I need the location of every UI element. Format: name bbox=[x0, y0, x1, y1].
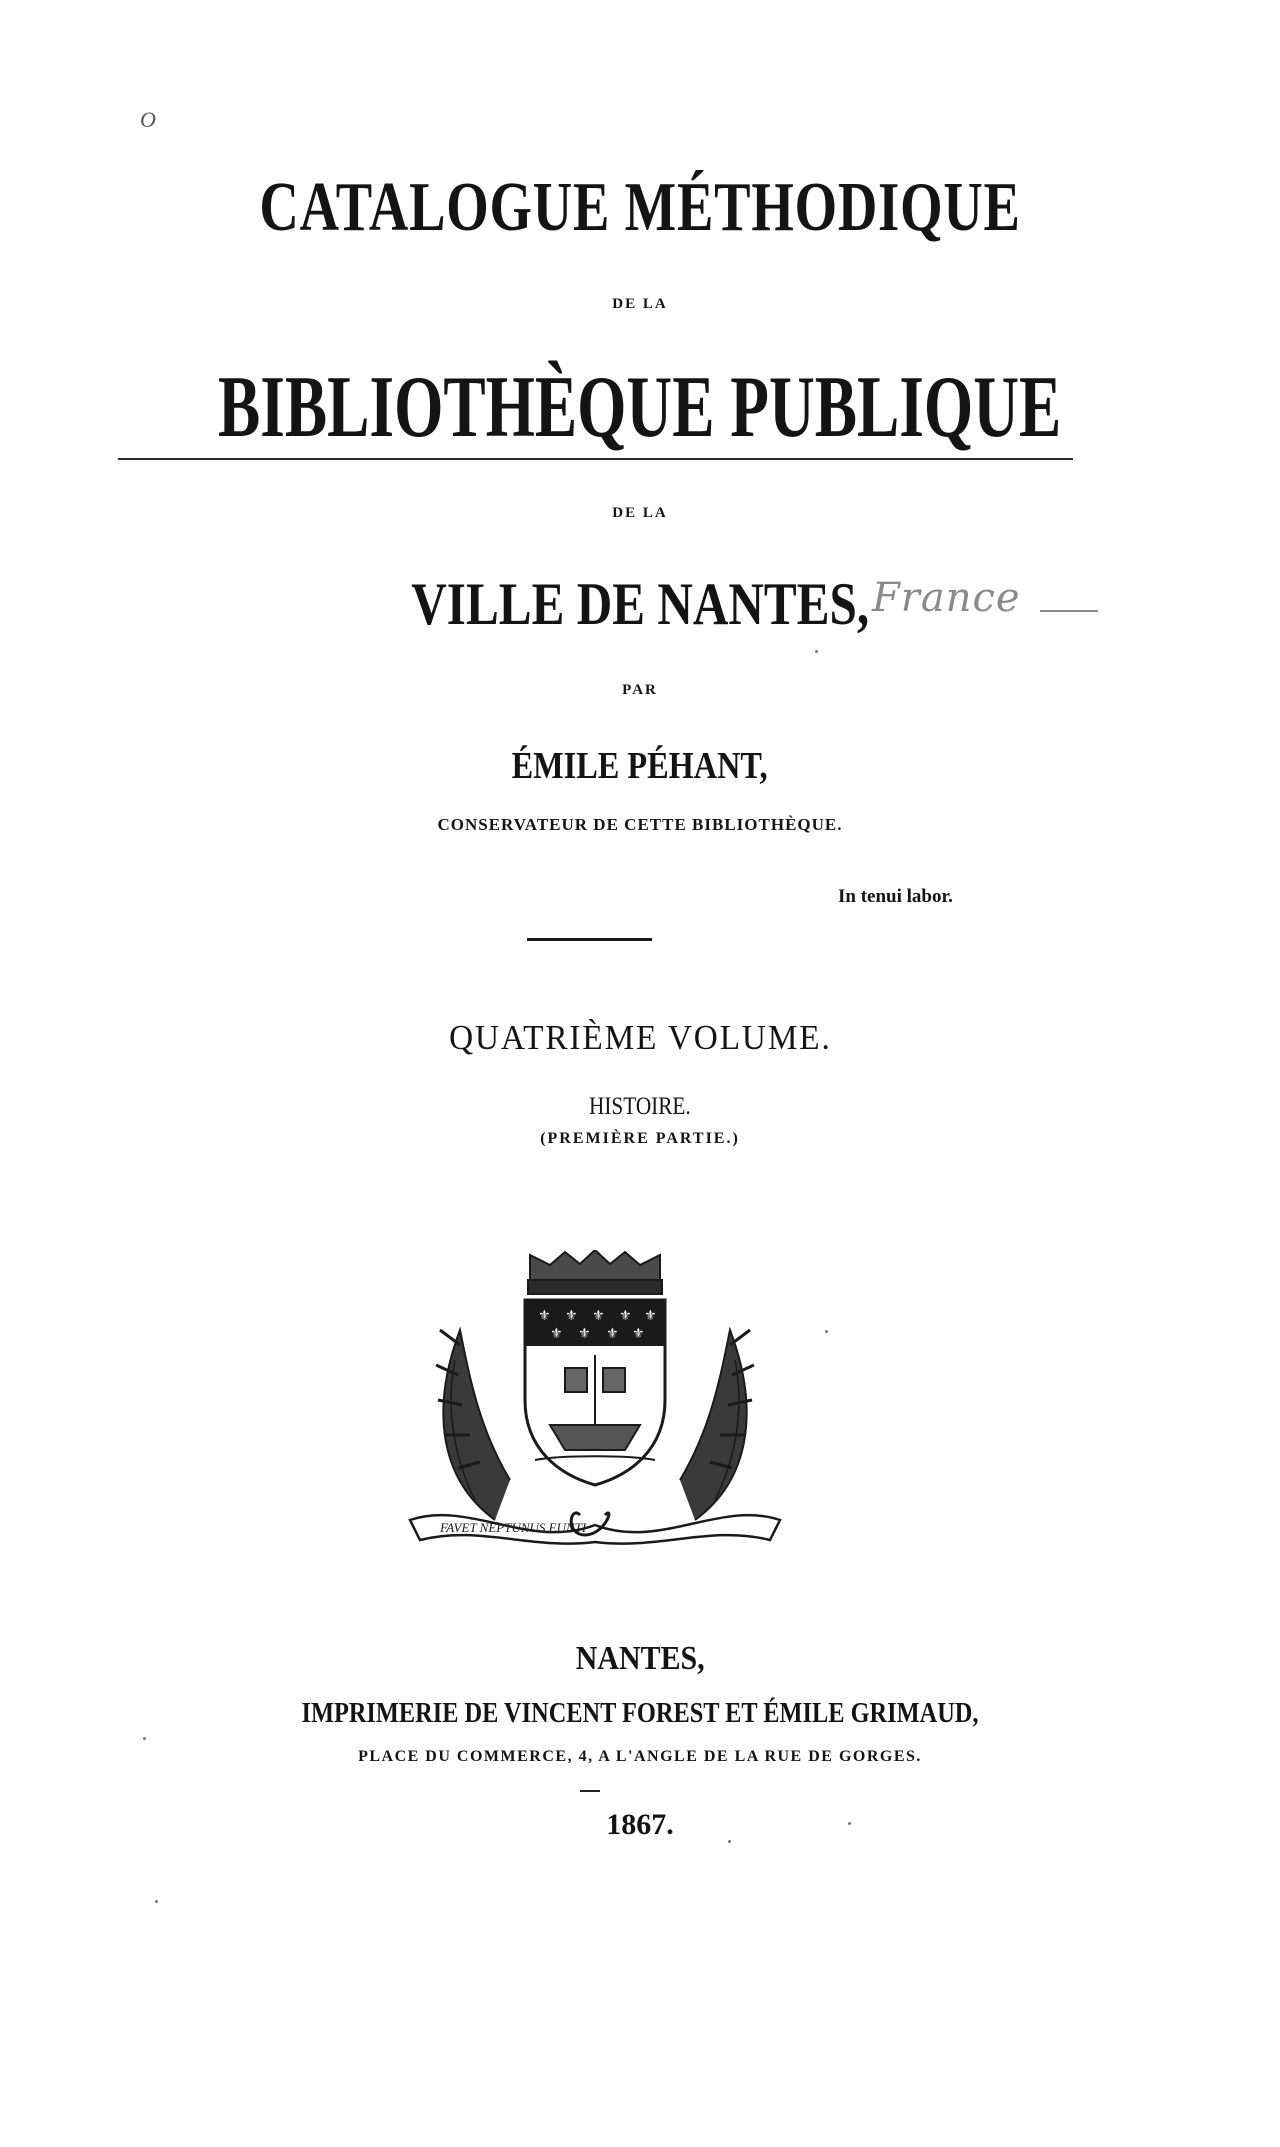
svg-text:⚜: ⚜ bbox=[538, 1308, 551, 1324]
ink-speck bbox=[155, 1900, 158, 1903]
byline-par: PAR bbox=[622, 682, 658, 698]
coat-of-arms-icon bbox=[400, 1250, 790, 1550]
svg-text:⚜: ⚜ bbox=[578, 1326, 591, 1342]
svg-text:⚜: ⚜ bbox=[632, 1326, 645, 1342]
imprint-year: 1867. bbox=[606, 1808, 674, 1841]
library-ink-mark: O bbox=[140, 107, 156, 132]
ink-speck bbox=[815, 650, 818, 653]
imprint-address: PLACE DU COMMERCE, 4, A L'ANGLE DE LA RUE DE GORGES. bbox=[358, 1748, 922, 1765]
title-connector-2: DE LA bbox=[612, 505, 668, 521]
author-position: CONSERVATEUR DE CETTE BIBLIOTHÈQUE. bbox=[437, 815, 843, 834]
epigraph-motto: In tenui labor. bbox=[838, 886, 953, 907]
title-underline bbox=[118, 458, 1073, 460]
svg-text:⚜: ⚜ bbox=[592, 1308, 605, 1324]
imprint-city: NANTES, bbox=[575, 1640, 705, 1677]
ribbon-motto: FAVET NEPTUNUS EUNTI bbox=[440, 1520, 587, 1535]
title-connector-1: DE LA bbox=[612, 296, 668, 312]
svg-text:⚜: ⚜ bbox=[606, 1326, 619, 1342]
imprint-printer: IMPRIMERIE DE VINCENT FOREST ET ÉMILE GRIMAUD, bbox=[301, 1697, 979, 1729]
handwritten-dash bbox=[1040, 610, 1098, 612]
svg-text:⚜: ⚜ bbox=[644, 1308, 657, 1324]
svg-text:⚜: ⚜ bbox=[619, 1308, 632, 1324]
title-line-ville: VILLE DE NANTES, bbox=[411, 571, 869, 637]
volume-label: QUATRIÈME VOLUME. bbox=[448, 1018, 832, 1057]
ink-speck bbox=[848, 1822, 851, 1825]
volume-part: (PREMIÈRE PARTIE.) bbox=[540, 1130, 740, 1147]
ink-speck bbox=[143, 1737, 146, 1740]
title-line-bibliotheque: BIBLIOTHÈQUE PUBLIQUE bbox=[218, 359, 1062, 456]
svg-text:⚜: ⚜ bbox=[550, 1326, 563, 1342]
ink-speck bbox=[728, 1840, 731, 1843]
title-line-catalogue: CATALOGUE MÉTHODIQUE bbox=[259, 169, 1021, 246]
handwritten-annotation: France bbox=[872, 575, 1021, 621]
author-name: ÉMILE PÉHANT, bbox=[511, 745, 769, 787]
imprint-rule bbox=[580, 1790, 600, 1792]
svg-text:⚜: ⚜ bbox=[565, 1308, 578, 1324]
section-rule bbox=[527, 938, 652, 941]
ink-speck bbox=[825, 1330, 828, 1333]
volume-subject: HISTOIRE. bbox=[589, 1093, 691, 1120]
